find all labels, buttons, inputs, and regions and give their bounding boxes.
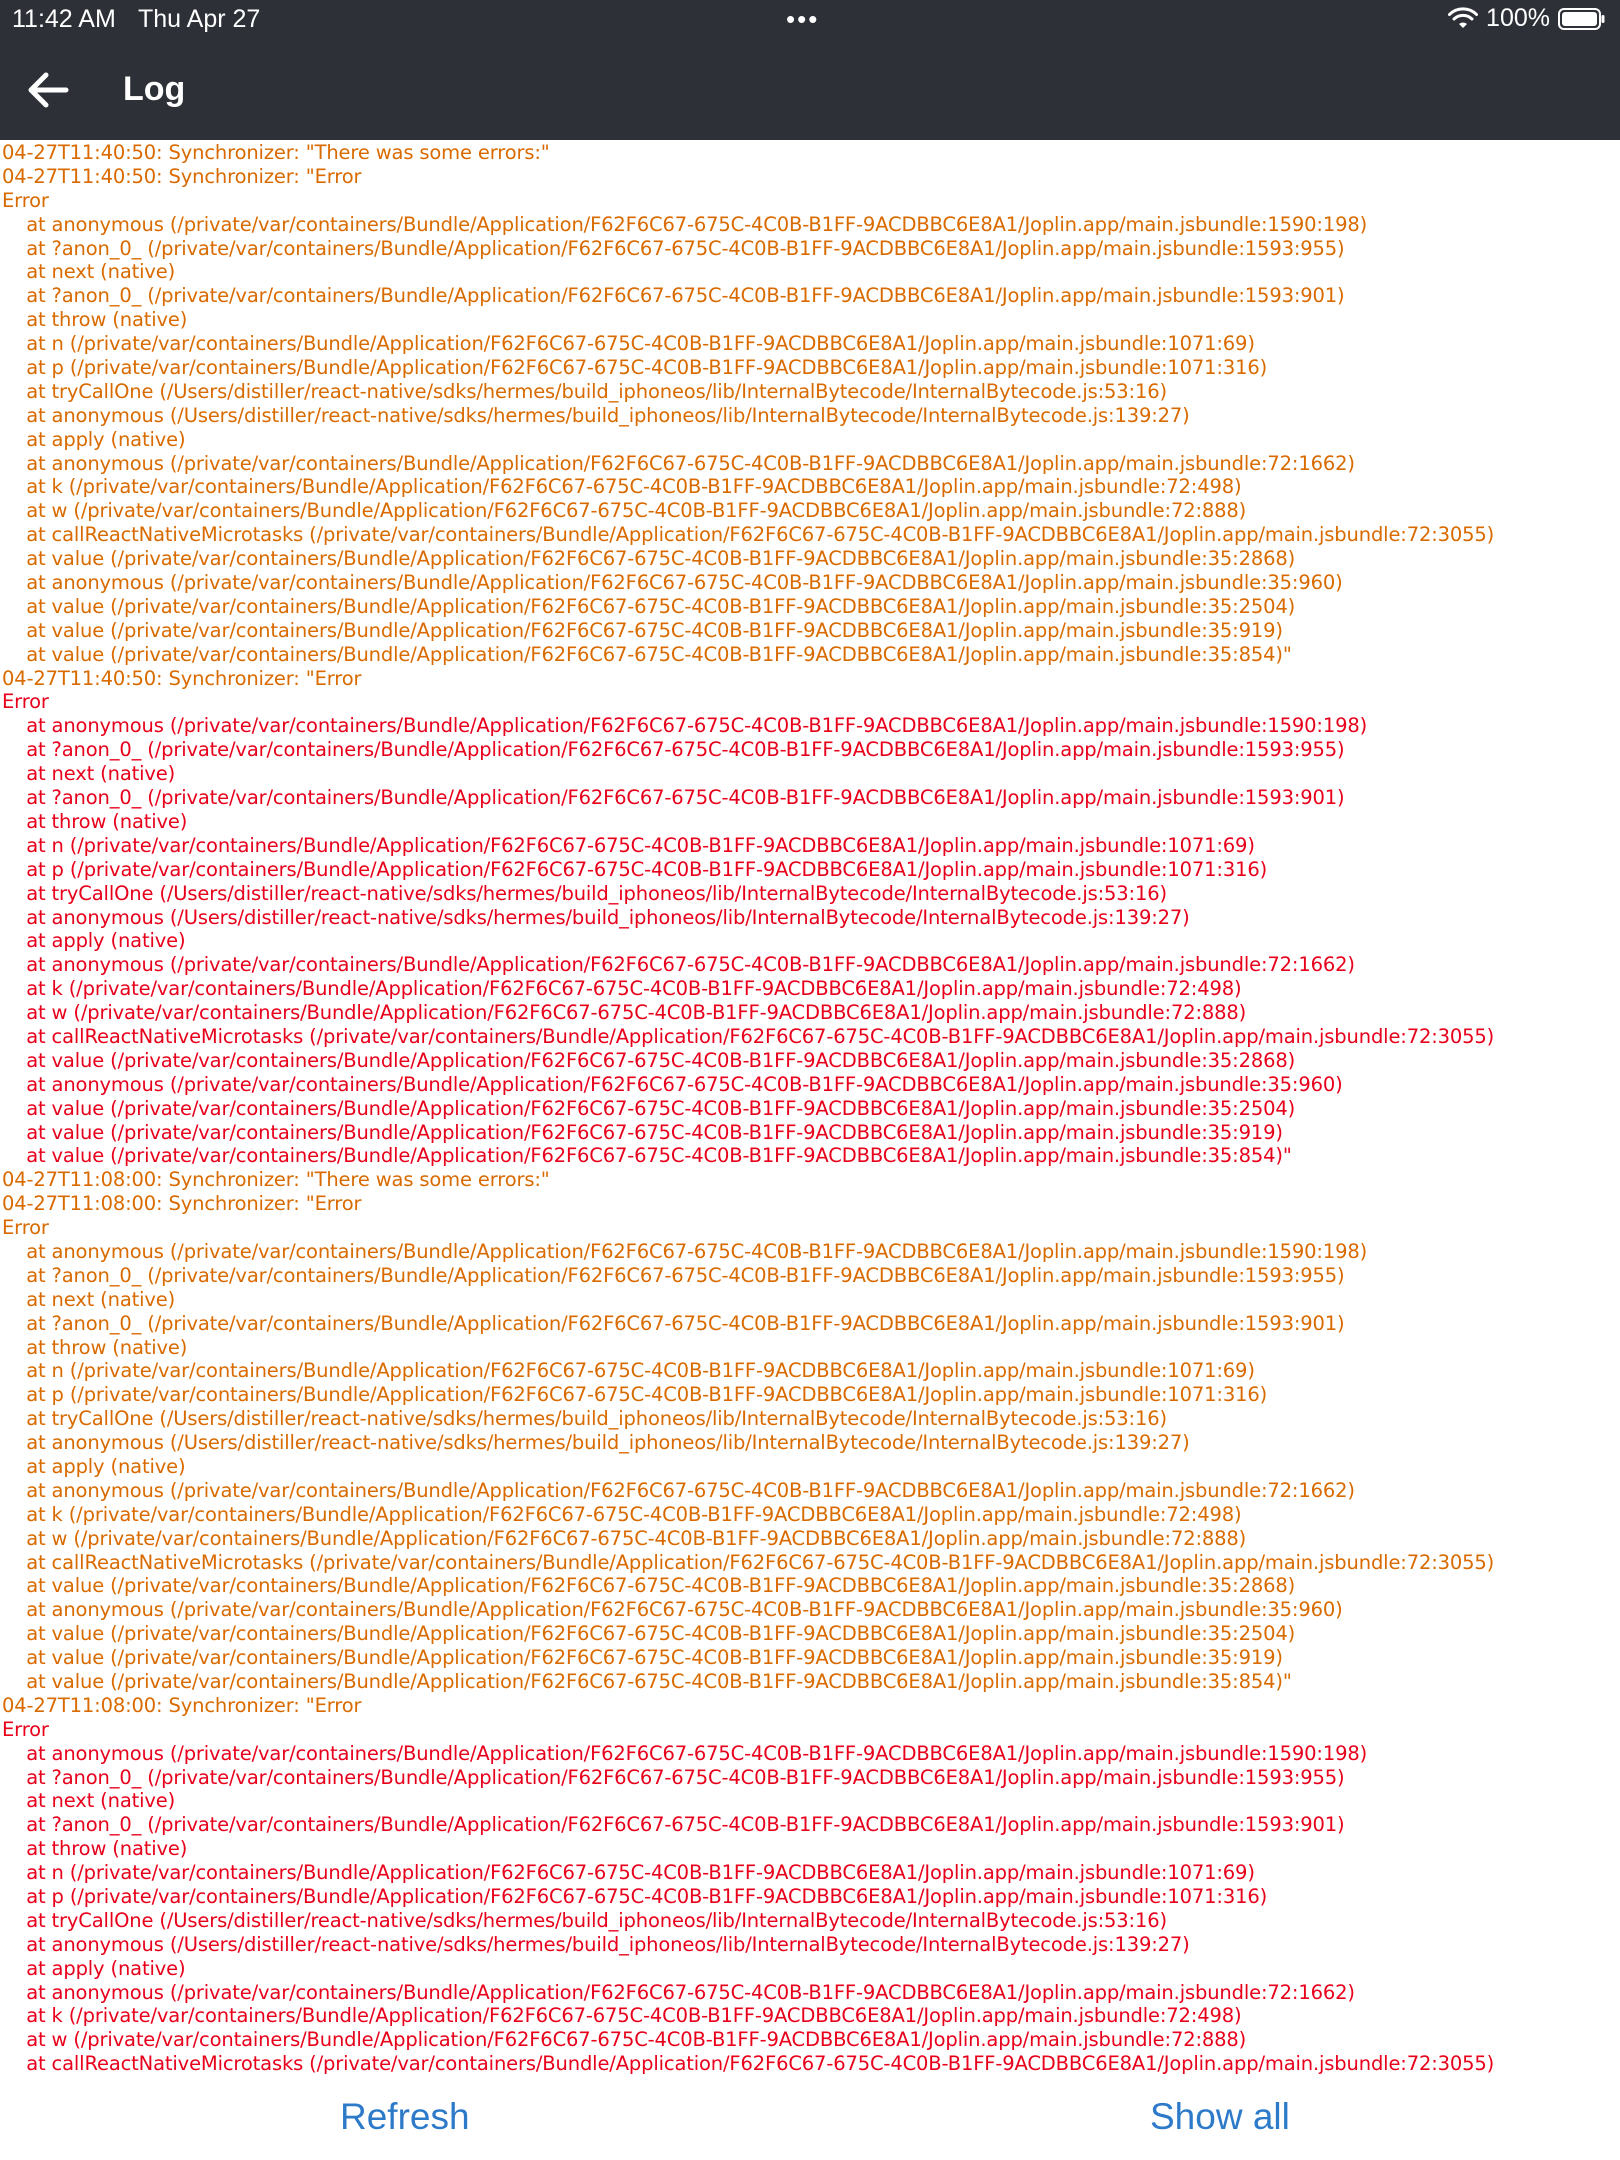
log-line: at ?anon_0_ (/private/var/containers/Bundle/Application/F62F6C67-675C-4C0B-B1FF-9ACDBBC6E8A1/Joplin.app/main.jsbundle:1593:955) bbox=[2, 1765, 1345, 1789]
log-line: at anonymous (/private/var/containers/Bundle/Application/F62F6C67-675C-4C0B-B1FF-9ACDBBC6E8A1/Joplin.app/main.jsbundle:72:1662) bbox=[2, 1980, 1355, 2004]
log-line: at throw (native) bbox=[2, 308, 188, 332]
log-line: at value (/private/var/containers/Bundle/Application/F62F6C67-675C-4C0B-B1FF-9ACDBBC6E8A1/Joplin.app/main.jsbundle:35:919) bbox=[2, 618, 1283, 642]
log-line: at anonymous (/private/var/containers/Bundle/Application/F62F6C67-675C-4C0B-B1FF-9ACDBBC6E8A1/Joplin.app/main.jsbundle:1590:198) bbox=[2, 714, 1368, 738]
log-line: at value (/private/var/containers/Bundle/Application/F62F6C67-675C-4C0B-B1FF-9ACDBBC6E8A1/Joplin.app/main.jsbundle:35:854)" bbox=[2, 1144, 1292, 1168]
log-line: at value (/private/var/containers/Bundle/Application/F62F6C67-675C-4C0B-B1FF-9ACDBBC6E8A1/Joplin.app/main.jsbundle:35:2868) bbox=[2, 1048, 1296, 1072]
log-line: at ?anon_0_ (/private/var/containers/Bundle/Application/F62F6C67-675C-4C0B-B1FF-9ACDBBC6E8A1/Joplin.app/main.jsbundle:1593:901) bbox=[2, 786, 1345, 810]
log-line: Error bbox=[2, 188, 49, 212]
log-line: at ?anon_0_ (/private/var/containers/Bundle/Application/F62F6C67-675C-4C0B-B1FF-9ACDBBC6E8A1/Joplin.app/main.jsbundle:1593:901) bbox=[2, 284, 1345, 308]
log-line: at w (/private/var/containers/Bundle/Application/F62F6C67-675C-4C0B-B1FF-9ACDBBC6E8A1/Joplin.app/main.jsbundle:72:888) bbox=[2, 2028, 1247, 2052]
log-line: at n (/private/var/containers/Bundle/Application/F62F6C67-675C-4C0B-B1FF-9ACDBBC6E8A1/Joplin.app/main.jsbundle:1071:69) bbox=[2, 1861, 1255, 1885]
log-line: at k (/private/var/containers/Bundle/Application/F62F6C67-675C-4C0B-B1FF-9ACDBBC6E8A1/Joplin.app/main.jsbundle:72:498) bbox=[2, 977, 1242, 1001]
log-line: at ?anon_0_ (/private/var/containers/Bundle/Application/F62F6C67-675C-4C0B-B1FF-9ACDBBC6E8A1/Joplin.app/main.jsbundle:1593:901) bbox=[2, 1311, 1345, 1335]
log-line: at w (/private/var/containers/Bundle/Application/F62F6C67-675C-4C0B-B1FF-9ACDBBC6E8A1/Joplin.app/main.jsbundle:72:888) bbox=[2, 1001, 1247, 1025]
log-line: at next (native) bbox=[2, 762, 176, 786]
status-date: Thu Apr 27 bbox=[138, 5, 261, 33]
log-line: at anonymous (/private/var/containers/Bundle/Application/F62F6C67-675C-4C0B-B1FF-9ACDBBC6E8A1/Joplin.app/main.jsbundle:35:960) bbox=[2, 571, 1343, 595]
log-line: at callReactNativeMicrotasks (/private/var/containers/Bundle/Application/F62F6C67-675C-4C0B-B1FF-9ACDBBC6E8A1/Joplin.app/main.jsbundle:72:3055) bbox=[2, 2052, 1495, 2076]
nav-header bbox=[0, 40, 1620, 140]
log-line: at anonymous (/private/var/containers/Bundle/Application/F62F6C67-675C-4C0B-B1FF-9ACDBBC6E8A1/Joplin.app/main.jsbundle:1590:198) bbox=[2, 1741, 1368, 1765]
log-line: at k (/private/var/containers/Bundle/Application/F62F6C67-675C-4C0B-B1FF-9ACDBBC6E8A1/Joplin.app/main.jsbundle:72:498) bbox=[2, 475, 1242, 499]
log-line: at value (/private/var/containers/Bundle/Application/F62F6C67-675C-4C0B-B1FF-9ACDBBC6E8A1/Joplin.app/main.jsbundle:35:2504) bbox=[2, 1622, 1296, 1646]
log-line: at next (native) bbox=[2, 1287, 176, 1311]
battery-percent: 100% bbox=[1486, 4, 1550, 32]
log-line: at n (/private/var/containers/Bundle/Application/F62F6C67-675C-4C0B-B1FF-9ACDBBC6E8A1/Joplin.app/main.jsbundle:1071:69) bbox=[2, 332, 1255, 356]
log-line: 04-27T11:08:00: Synchronizer: "Error bbox=[2, 1192, 362, 1216]
footer-toolbar bbox=[0, 2086, 1620, 2160]
status-indicators bbox=[1448, 4, 1606, 33]
page-title: Log bbox=[123, 70, 186, 108]
log-line: at n (/private/var/containers/Bundle/Application/F62F6C67-675C-4C0B-B1FF-9ACDBBC6E8A1/Joplin.app/main.jsbundle:1071:69) bbox=[2, 1359, 1255, 1383]
log-line: 04-27T11:08:00: Synchronizer: "Error bbox=[2, 1693, 362, 1717]
log-line: at anonymous (/private/var/containers/Bundle/Application/F62F6C67-675C-4C0B-B1FF-9ACDBBC6E8A1/Joplin.app/main.jsbundle:1590:198) bbox=[2, 212, 1368, 236]
log-line: at tryCallOne (/Users/distiller/react-native/sdks/hermes/build_iphoneos/lib/InternalBytecode/InternalBytecode.js:53:16) bbox=[2, 1908, 1167, 1932]
log-line: at next (native) bbox=[2, 1789, 176, 1813]
multitasking-dots-icon[interactable]: ••• bbox=[786, 4, 820, 34]
log-line: at tryCallOne (/Users/distiller/react-native/sdks/hermes/build_iphoneos/lib/InternalBytecode/InternalBytecode.js:53:16) bbox=[2, 379, 1167, 403]
log-line: at anonymous (/private/var/containers/Bundle/Application/F62F6C67-675C-4C0B-B1FF-9ACDBBC6E8A1/Joplin.app/main.jsbundle:72:1662) bbox=[2, 451, 1355, 475]
log-line: at anonymous (/private/var/containers/Bundle/Application/F62F6C67-675C-4C0B-B1FF-9ACDBBC6E8A1/Joplin.app/main.jsbundle:72:1662) bbox=[2, 1478, 1355, 1502]
log-line: at k (/private/var/containers/Bundle/Application/F62F6C67-675C-4C0B-B1FF-9ACDBBC6E8A1/Joplin.app/main.jsbundle:72:498) bbox=[2, 1502, 1242, 1526]
log-line: at value (/private/var/containers/Bundle/Application/F62F6C67-675C-4C0B-B1FF-9ACDBBC6E8A1/Joplin.app/main.jsbundle:35:2504) bbox=[2, 594, 1296, 618]
wifi-icon bbox=[1448, 7, 1478, 31]
show-all-button[interactable]: Show all bbox=[1150, 2096, 1290, 2137]
log-line: at ?anon_0_ (/private/var/containers/Bundle/Application/F62F6C67-675C-4C0B-B1FF-9ACDBBC6E8A1/Joplin.app/main.jsbundle:1593:955) bbox=[2, 1263, 1345, 1287]
log-line: at value (/private/var/containers/Bundle/Application/F62F6C67-675C-4C0B-B1FF-9ACDBBC6E8A1/Joplin.app/main.jsbundle:35:2504) bbox=[2, 1096, 1296, 1120]
log-line: at callReactNativeMicrotasks (/private/var/containers/Bundle/Application/F62F6C67-675C-4C0B-B1FF-9ACDBBC6E8A1/Joplin.app/main.jsbundle:72:3055) bbox=[2, 523, 1495, 547]
log-line: at w (/private/var/containers/Bundle/Application/F62F6C67-675C-4C0B-B1FF-9ACDBBC6E8A1/Joplin.app/main.jsbundle:72:888) bbox=[2, 1526, 1247, 1550]
status-time: 11:42 AM bbox=[12, 5, 116, 33]
log-line: at p (/private/var/containers/Bundle/Application/F62F6C67-675C-4C0B-B1FF-9ACDBBC6E8A1/Joplin.app/main.jsbundle:1071:316) bbox=[2, 857, 1268, 881]
log-line: at apply (native) bbox=[2, 929, 186, 953]
log-line: at throw (native) bbox=[2, 1837, 188, 1861]
log-line: at tryCallOne (/Users/distiller/react-native/sdks/hermes/build_iphoneos/lib/InternalBytecode/InternalBytecode.js:53:16) bbox=[2, 1407, 1167, 1431]
log-line: at callReactNativeMicrotasks (/private/var/containers/Bundle/Application/F62F6C67-675C-4C0B-B1FF-9ACDBBC6E8A1/Joplin.app/main.jsbundle:72:3055) bbox=[2, 1024, 1495, 1048]
log-line: at anonymous (/Users/distiller/react-native/sdks/hermes/build_iphoneos/lib/InternalBytecode/InternalBytecode.js:139:27) bbox=[2, 403, 1190, 427]
log-line: at value (/private/var/containers/Bundle/Application/F62F6C67-675C-4C0B-B1FF-9ACDBBC6E8A1/Joplin.app/main.jsbundle:35:919) bbox=[2, 1120, 1283, 1144]
log-line: at apply (native) bbox=[2, 1956, 186, 1980]
log-line: at k (/private/var/containers/Bundle/Application/F62F6C67-675C-4C0B-B1FF-9ACDBBC6E8A1/Joplin.app/main.jsbundle:72:498) bbox=[2, 2004, 1242, 2028]
refresh-button[interactable]: Refresh bbox=[340, 2096, 470, 2137]
log-line: at p (/private/var/containers/Bundle/Application/F62F6C67-675C-4C0B-B1FF-9ACDBBC6E8A1/Joplin.app/main.jsbundle:1071:316) bbox=[2, 356, 1268, 380]
log-line: at throw (native) bbox=[2, 1335, 188, 1359]
log-line: at value (/private/var/containers/Bundle/Application/F62F6C67-675C-4C0B-B1FF-9ACDBBC6E8A1/Joplin.app/main.jsbundle:35:2868) bbox=[2, 1574, 1296, 1598]
log-line: at p (/private/var/containers/Bundle/Application/F62F6C67-675C-4C0B-B1FF-9ACDBBC6E8A1/Joplin.app/main.jsbundle:1071:316) bbox=[2, 1383, 1268, 1407]
log-line: at anonymous (/private/var/containers/Bundle/Application/F62F6C67-675C-4C0B-B1FF-9ACDBBC6E8A1/Joplin.app/main.jsbundle:1590:198) bbox=[2, 1239, 1368, 1263]
arrow-left-icon[interactable] bbox=[26, 70, 70, 110]
log-line: at apply (native) bbox=[2, 1454, 186, 1478]
log-line: at anonymous (/Users/distiller/react-native/sdks/hermes/build_iphoneos/lib/InternalBytecode/InternalBytecode.js:139:27) bbox=[2, 905, 1190, 929]
log-line: at ?anon_0_ (/private/var/containers/Bundle/Application/F62F6C67-675C-4C0B-B1FF-9ACDBBC6E8A1/Joplin.app/main.jsbundle:1593:901) bbox=[2, 1813, 1345, 1837]
log-line: at tryCallOne (/Users/distiller/react-native/sdks/hermes/build_iphoneos/lib/InternalBytecode/InternalBytecode.js:53:16) bbox=[2, 881, 1167, 905]
status-bar bbox=[0, 0, 1620, 40]
log-line: at anonymous (/Users/distiller/react-native/sdks/hermes/build_iphoneos/lib/InternalBytecode/InternalBytecode.js:139:27) bbox=[2, 1932, 1190, 1956]
log-line: at value (/private/var/containers/Bundle/Application/F62F6C67-675C-4C0B-B1FF-9ACDBBC6E8A1/Joplin.app/main.jsbundle:35:854)" bbox=[2, 1670, 1292, 1693]
log-line: at throw (native) bbox=[2, 809, 188, 833]
log-line: at apply (native) bbox=[2, 427, 186, 451]
log-line: 04-27T11:40:50: Synchronizer: "Error bbox=[2, 666, 362, 690]
log-line: at value (/private/var/containers/Bundle/Application/F62F6C67-675C-4C0B-B1FF-9ACDBBC6E8A1/Joplin.app/main.jsbundle:35:854)" bbox=[2, 642, 1292, 666]
log-line: 04-27T11:08:00: Synchronizer: "There was some errors:" bbox=[2, 1168, 550, 1192]
log-line: at next (native) bbox=[2, 260, 176, 284]
log-line: at anonymous (/private/var/containers/Bundle/Application/F62F6C67-675C-4C0B-B1FF-9ACDBBC6E8A1/Joplin.app/main.jsbundle:35:960) bbox=[2, 1598, 1343, 1622]
log-line: at anonymous (/private/var/containers/Bundle/Application/F62F6C67-675C-4C0B-B1FF-9ACDBBC6E8A1/Joplin.app/main.jsbundle:35:960) bbox=[2, 1072, 1343, 1096]
log-line: at value (/private/var/containers/Bundle/Application/F62F6C67-675C-4C0B-B1FF-9ACDBBC6E8A1/Joplin.app/main.jsbundle:35:2868) bbox=[2, 547, 1296, 571]
log-line: 04-27T11:40:50: Synchronizer: "Error bbox=[2, 164, 362, 188]
log-list[interactable] bbox=[0, 141, 1620, 2086]
log-line: at anonymous (/private/var/containers/Bundle/Application/F62F6C67-675C-4C0B-B1FF-9ACDBBC6E8A1/Joplin.app/main.jsbundle:72:1662) bbox=[2, 953, 1355, 977]
log-line: at p (/private/var/containers/Bundle/Application/F62F6C67-675C-4C0B-B1FF-9ACDBBC6E8A1/Joplin.app/main.jsbundle:1071:316) bbox=[2, 1885, 1268, 1909]
log-line: Error bbox=[2, 690, 49, 714]
log-line: at callReactNativeMicrotasks (/private/var/containers/Bundle/Application/F62F6C67-675C-4C0B-B1FF-9ACDBBC6E8A1/Joplin.app/main.jsbundle:72:3055) bbox=[2, 1550, 1495, 1574]
log-line: Error bbox=[2, 1216, 49, 1240]
log-line: Error bbox=[2, 1717, 49, 1741]
log-line: 04-27T11:40:50: Synchronizer: "There was some errors:" bbox=[2, 141, 550, 164]
log-line: at w (/private/var/containers/Bundle/Application/F62F6C67-675C-4C0B-B1FF-9ACDBBC6E8A1/Joplin.app/main.jsbundle:72:888) bbox=[2, 499, 1247, 523]
log-line: at ?anon_0_ (/private/var/containers/Bundle/Application/F62F6C67-675C-4C0B-B1FF-9ACDBBC6E8A1/Joplin.app/main.jsbundle:1593:955) bbox=[2, 738, 1345, 762]
log-line: at value (/private/var/containers/Bundle/Application/F62F6C67-675C-4C0B-B1FF-9ACDBBC6E8A1/Joplin.app/main.jsbundle:35:919) bbox=[2, 1646, 1283, 1670]
log-line: at ?anon_0_ (/private/var/containers/Bundle/Application/F62F6C67-675C-4C0B-B1FF-9ACDBBC6E8A1/Joplin.app/main.jsbundle:1593:955) bbox=[2, 236, 1345, 260]
battery-icon bbox=[1558, 7, 1606, 31]
log-line: at anonymous (/Users/distiller/react-native/sdks/hermes/build_iphoneos/lib/InternalBytecode/InternalBytecode.js:139:27) bbox=[2, 1431, 1190, 1455]
log-line: at n (/private/var/containers/Bundle/Application/F62F6C67-675C-4C0B-B1FF-9ACDBBC6E8A1/Joplin.app/main.jsbundle:1071:69) bbox=[2, 833, 1255, 857]
